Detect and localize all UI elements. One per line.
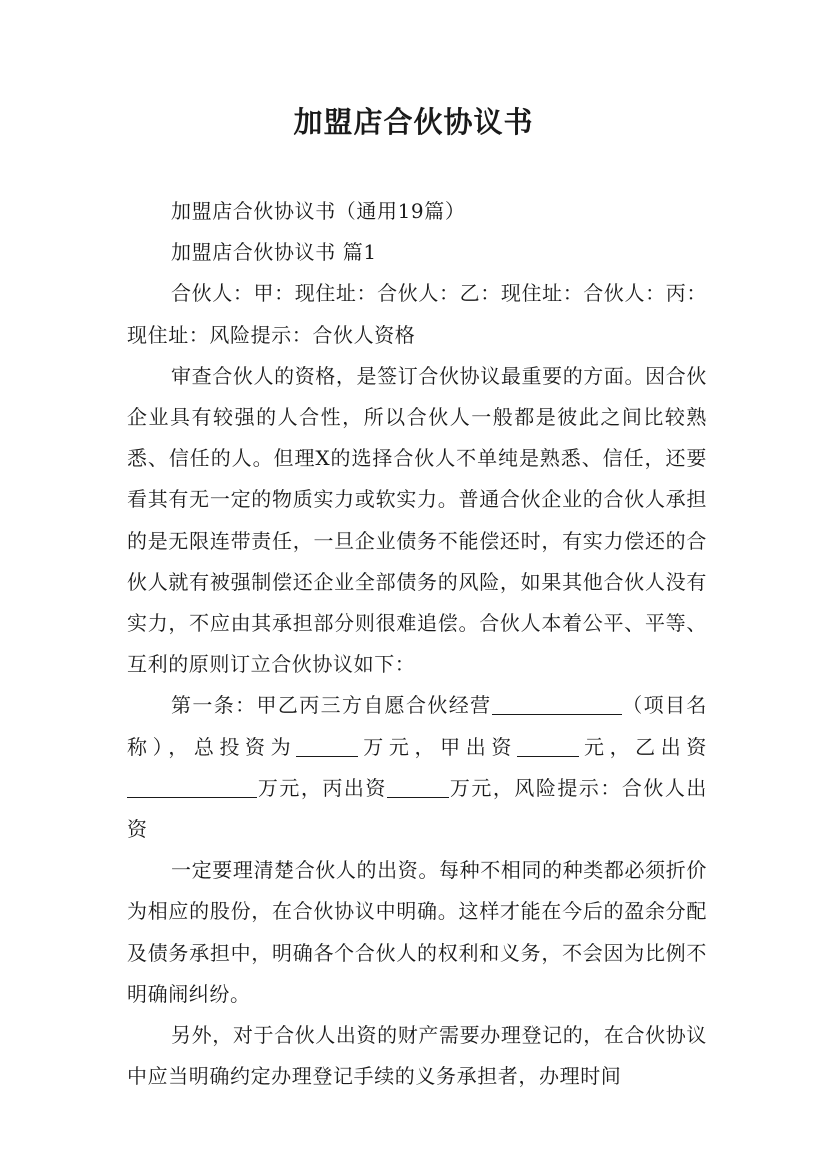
paragraph-registration: 另外，对于合伙人出资的财产需要办理登记的，在合伙协议中应当明确约定办理登记手续的义务承担者，办理时间: [127, 1023, 707, 1089]
article-1-text-5: 万元，丙出资: [257, 775, 387, 800]
blank-party-b-amount: [127, 777, 257, 798]
blank-party-a-amount: [517, 736, 579, 757]
article-1-text-4: 元，乙出资: [578, 734, 708, 759]
paragraph-qualification: 审查合伙人的资格，是签订合伙协议最重要的方面。因合伙企业具有较强的人合性，所以合伙人一般都是彼此之间比较熟悉、信任的人。但理X的选择合伙人不单纯是熟悉、信任，还要看其有无一定的物质实力或软实力。普通合伙企业的合伙人承担的是无限连带责任，一旦企业债务不能偿还时，有实力偿还的合伙人就有被强制偿还企业全部债务的风险，如果其他合伙人没有实力，不应由其承担部分则很难追偿。合伙人本着公平、平等、互利的原则订立合伙协议如下：: [127, 363, 707, 677]
article-1-text-1: 第一条：甲乙丙三方自愿合伙经营: [171, 693, 492, 718]
article-1-text-2: （项目名称），总投资为: [127, 693, 708, 759]
paragraph-subtitle: 加盟店合伙协议书（通用19篇）: [171, 199, 466, 223]
document-body: [127, 191, 707, 1097]
document-title: 加盟店合伙协议书: [293, 105, 534, 139]
paragraph-article-1: [127, 685, 707, 850]
blank-party-c-amount: [387, 777, 449, 798]
article-1-text-6: 万元，风险提示：合伙人出资: [127, 775, 707, 842]
paragraph-contribution: 一定要理清楚合伙人的出资。每种不相同的种类都必须折价为相应的股份，在合伙协议中明确。这样才能在今后的盈余分配及债务承担中，明确各个合伙人的权利和义务，不会因为比例不明确闹纠纷。: [127, 858, 707, 1006]
paragraph-partners: 合伙人：甲：现住址：合伙人：乙：现住址：合伙人：丙：现住址：风险提示：合伙人资格: [127, 281, 707, 347]
paragraph-section-heading: 加盟店合伙协议书 篇1: [171, 240, 377, 265]
blank-project-name: [492, 694, 622, 715]
article-1-text-3: 万元，甲出资: [358, 734, 517, 759]
blank-total-investment: [296, 736, 358, 757]
